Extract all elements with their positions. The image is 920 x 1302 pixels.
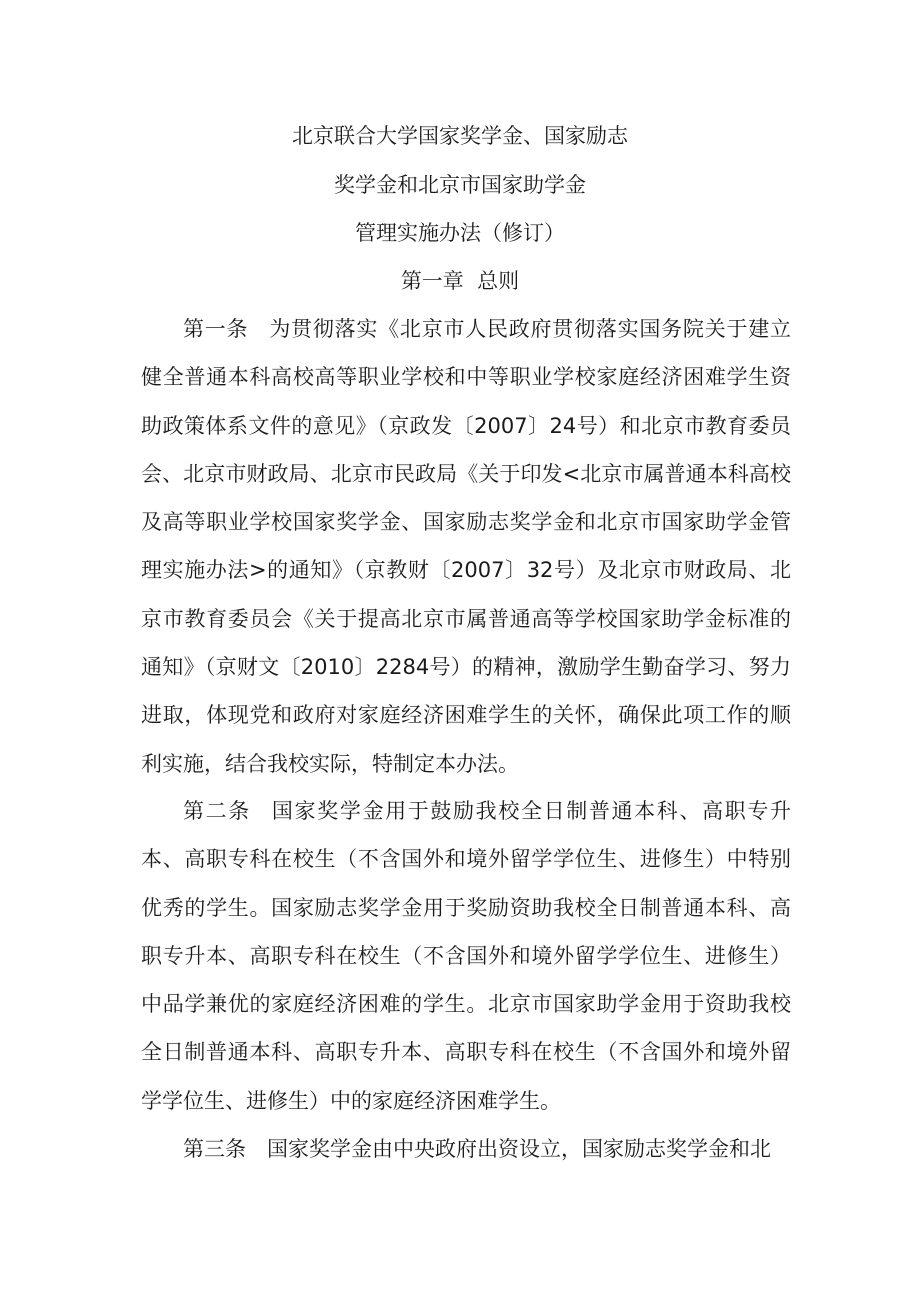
chapter-heading: 第一章 总则 bbox=[400, 269, 520, 293]
article-2 bbox=[141, 787, 791, 1125]
article-3 bbox=[141, 1125, 791, 1173]
article-1-label: 第一条 bbox=[183, 317, 249, 341]
document-title-line-2: 奖学金和北京市国家助学金 bbox=[334, 173, 586, 197]
article-3-label: 第三条 bbox=[183, 1137, 246, 1161]
article-3-text: 国家奖学金由中央政府出资设立，国家励志奖学金和北 bbox=[267, 1137, 771, 1161]
document-title-line-3: 管理实施办法（修订） bbox=[355, 221, 565, 245]
article-2-label: 第二条 bbox=[183, 799, 251, 823]
article-1-text: 为贯彻落实《北京市人民政府贯彻落实国务院关于建立健全普通本科高校高等职业学校和中等职业学校家庭经济困难学生资助政策体系文件的意见》（京政发〔2007〕24号）和北京市教育委员会、北京市财政局、北京市民政局《关于印发<北京市属普通本科高校及高等职业学校国家奖学金、国家励志奖学金和北京市国家助学金管理实施办法>的通知》（京教财〔2007〕32号）及北京市财政局、北京市教育委员会《关于提高北京市属普通高等学校国家助学金标准的通知》（京财文〔2010〕2284号）的精神，激励学生勤奋学习、努力进取，体现党和政府对家庭经济困难学生的关怀，确保此项工作的顺利实施，结合我校实际，特制定本办法。 bbox=[141, 317, 792, 776]
article-1 bbox=[141, 305, 791, 788]
document-title-line-1: 北京联合大学国家奖学金、国家励志 bbox=[292, 124, 628, 148]
article-2-text: 国家奖学金用于鼓励我校全日制普通本科、高职专升本、高职专科在校生（不含国外和境外留学学位生、进修生）中特别优秀的学生。国家励志奖学金用于奖励资助我校全日制普通本科、高职专升本、高职专科在校生（不含国外和境外留学学位生、进修生）中品学兼优的家庭经济困难的学生。北京市国家助学金用于资助我校全日制普通本科、高职专升本、高职专科在校生（不含国外和境外留学学位生、进修生）中的家庭经济困难学生。 bbox=[141, 799, 791, 1113]
